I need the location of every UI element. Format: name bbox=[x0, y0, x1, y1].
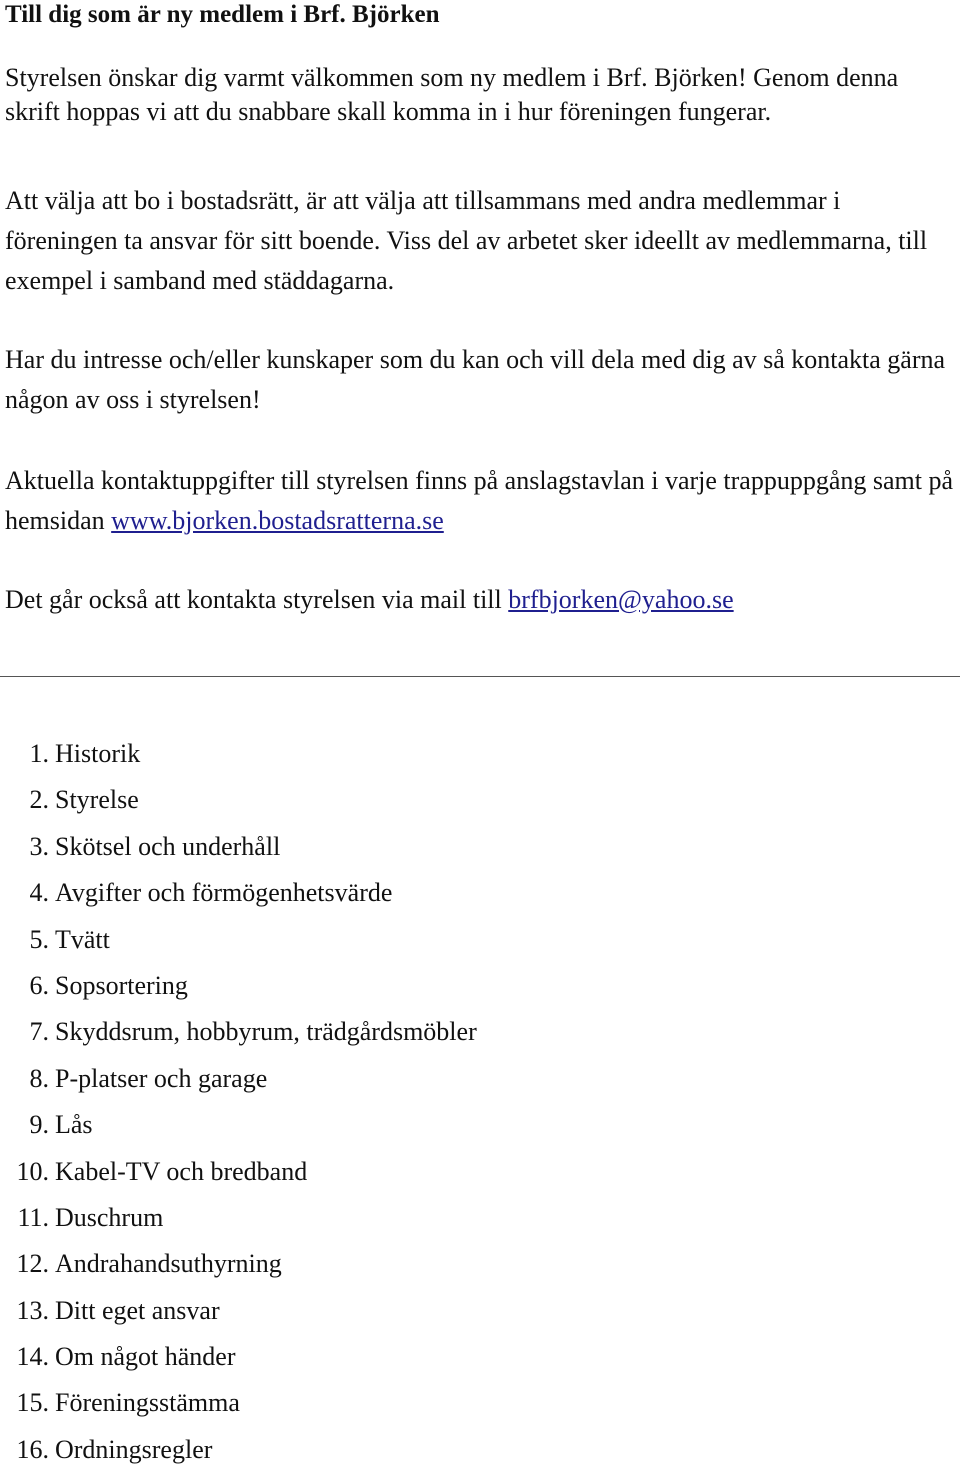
toc-item-label: Andrahandsuthyrning bbox=[55, 1249, 282, 1279]
toc-item-number: 13. bbox=[16, 1295, 49, 1325]
contact-board-paragraph: Har du intresse och/eller kunskaper som du kan och vill dela med dig av så kontakta gärna någon av oss i styrelsen! bbox=[5, 345, 946, 414]
email-link[interactable]: brfbjorken@yahoo.se bbox=[508, 585, 734, 614]
toc-item bbox=[5, 964, 477, 1010]
toc-item-number: 1. bbox=[29, 739, 49, 768]
table-of-contents bbox=[5, 732, 477, 1474]
toc-item-label: Skötsel och underhåll bbox=[55, 831, 281, 861]
toc-item-number: 15. bbox=[16, 1388, 49, 1418]
toc-item-label: Skyddsrum, hobbyrum, trädgårdsmöbler bbox=[55, 1017, 477, 1047]
mail-contact-text: Det går också att kontakta styrelsen via mail till bbox=[5, 585, 509, 614]
toc-item-label: Lås bbox=[55, 1110, 93, 1140]
toc-item bbox=[5, 871, 477, 917]
toc-item bbox=[5, 1335, 477, 1381]
toc-item bbox=[5, 1103, 477, 1149]
toc-item-label: Duschrum bbox=[55, 1202, 164, 1232]
responsibility-paragraph: Att välja att bo i bostadsrätt, är att välja att tillsammans med andra medlemmar i föreningen ta ansvar för sitt boende. Viss del av arbetet sker ideellt av medlemmarna, till exempel i samband med städdagarna. bbox=[5, 186, 928, 295]
toc-item-label: Tvätt bbox=[55, 924, 110, 954]
mail-contact-paragraph bbox=[5, 580, 955, 620]
toc-item-number: 4. bbox=[29, 878, 49, 908]
toc-item-number: 16. bbox=[16, 1434, 49, 1464]
toc-item-label: Om något händer bbox=[55, 1342, 236, 1372]
toc-item bbox=[5, 1428, 477, 1474]
contact-info-text: Aktuella kontaktuppgifter till styrelsen finns på anslagstavlan i varje trappuppgång samt på hemsidan bbox=[5, 466, 954, 535]
toc-item-number: 6. bbox=[29, 970, 49, 1000]
toc-item bbox=[5, 1242, 477, 1288]
toc-item bbox=[5, 918, 477, 964]
toc-item-number: 2. bbox=[29, 785, 49, 815]
toc-item-number: 7. bbox=[29, 1017, 49, 1047]
toc-item bbox=[5, 825, 477, 871]
toc-item bbox=[5, 1010, 477, 1056]
toc-item bbox=[5, 778, 477, 824]
toc-item-number: 14. bbox=[16, 1342, 49, 1372]
contact-info-paragraph bbox=[5, 461, 955, 541]
toc-item bbox=[5, 1196, 477, 1242]
toc-item-label: Kabel-TV och bredband bbox=[55, 1156, 308, 1186]
toc-item-label: Sopsortering bbox=[55, 970, 188, 1000]
document-title: Till dig som är ny medlem i Brf. Björken bbox=[5, 1, 440, 28]
toc-item-label: Ditt eget ansvar bbox=[55, 1295, 220, 1325]
horizontal-divider bbox=[0, 676, 960, 677]
toc-item bbox=[5, 732, 477, 778]
toc-item bbox=[5, 1057, 477, 1103]
toc-item bbox=[5, 1150, 477, 1196]
toc-item-number: 5. bbox=[29, 924, 49, 954]
toc-item-label: Ordningsregler bbox=[55, 1434, 213, 1464]
toc-item-label: Historik bbox=[55, 739, 141, 768]
toc-item-number: 9. bbox=[29, 1110, 49, 1140]
toc-item-label: Föreningsstämma bbox=[55, 1388, 240, 1418]
toc-item bbox=[5, 1289, 477, 1335]
toc-item-number: 8. bbox=[29, 1063, 49, 1093]
toc-item-label: P-platser och garage bbox=[55, 1063, 268, 1093]
toc-item-label: Styrelse bbox=[55, 785, 139, 815]
website-link[interactable]: www.bjorken.bostadsratterna.se bbox=[111, 506, 444, 535]
toc-item-number: 3. bbox=[29, 831, 49, 861]
welcome-paragraph: Styrelsen önskar dig varmt välkommen som ny medlem i Brf. Björken! Genom denna skrift hoppas vi att du snabbare skall komma in i hur föreningen fungerar. bbox=[5, 63, 899, 126]
toc-item-label: Avgifter och förmögenhetsvärde bbox=[55, 878, 393, 908]
toc-item-number: 10. bbox=[16, 1156, 49, 1186]
toc-item-number: 11. bbox=[17, 1202, 49, 1232]
toc-item bbox=[5, 1381, 477, 1427]
toc-item-number: 12. bbox=[16, 1249, 49, 1279]
